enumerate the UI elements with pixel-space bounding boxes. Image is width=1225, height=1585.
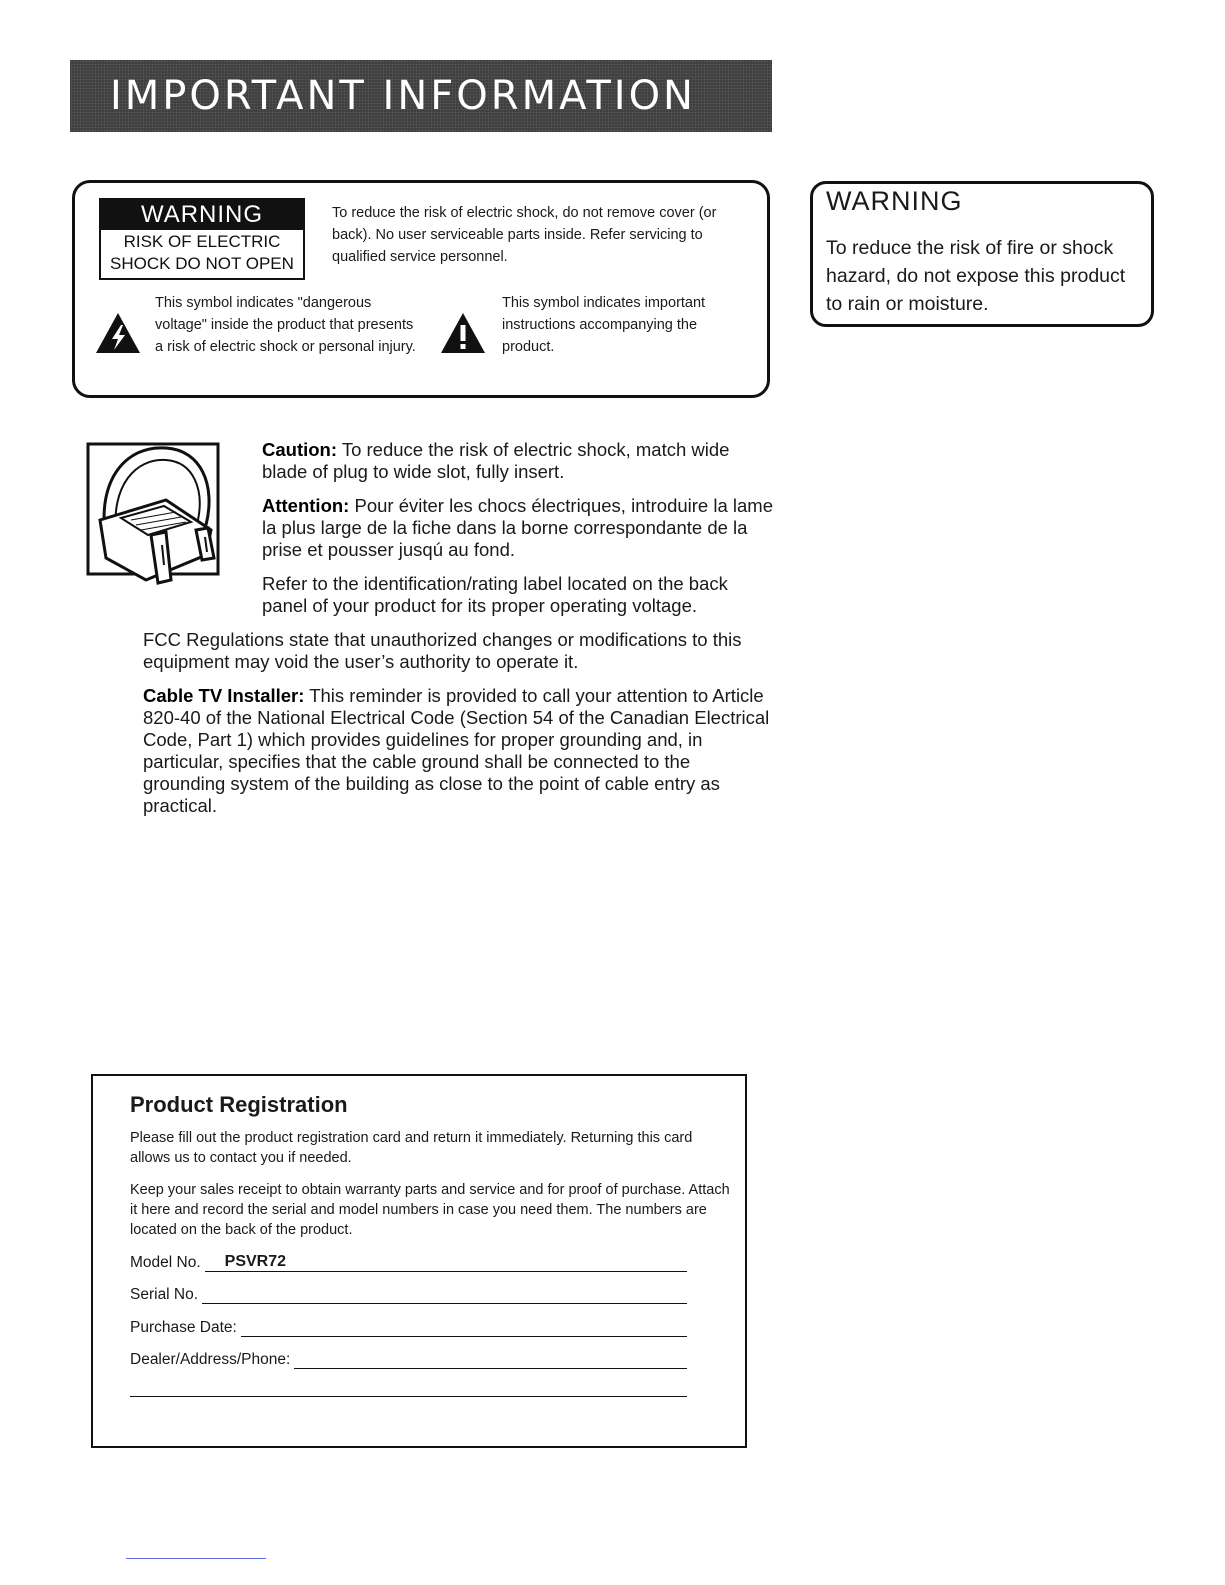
serial-number-label: Serial No. [130, 1286, 199, 1303]
caution-paragraph [262, 439, 777, 483]
exclamation-warning-icon [440, 312, 486, 354]
caution-text: To reduce the risk of electric shock, match wide blade of plug to wide slot, fully insert. [262, 439, 730, 482]
receipt-instructions: Keep your sales receipt to obtain warranty parts and service and for proof of purchase. Attach it here and record the serial and model numbers in case you need them. The numbers are located on the back of the product. [130, 1182, 730, 1238]
purchase-date-label: Purchase Date: [130, 1319, 237, 1336]
moisture-warning-title: WARNING [826, 186, 963, 216]
model-number-field[interactable] [130, 1250, 687, 1272]
caution-label: Caution: [262, 439, 338, 460]
cover-warning-text: To reduce the risk of electric shock, do not remove cover (or back). No user serviceable parts inside. Refer servicing to qualified service personnel. [332, 205, 717, 265]
cable-installer-paragraph [143, 685, 773, 817]
model-number-label: Model No. [130, 1254, 201, 1271]
dealer-line[interactable] [294, 1350, 687, 1369]
warning-label-body [101, 231, 303, 275]
exclamation-symbol-note: This symbol indicates important instructions accompanying the product. [502, 295, 706, 355]
purchase-date-field[interactable] [130, 1315, 687, 1337]
lightning-warning-icon [95, 312, 141, 354]
attention-paragraph [262, 495, 782, 561]
model-number-value[interactable]: PSVR72 [205, 1253, 687, 1272]
footer-rule [126, 1558, 266, 1559]
warning-label-line-2: SHOCK DO NOT OPEN [110, 254, 294, 273]
dealer-field[interactable] [130, 1347, 687, 1369]
registration-instructions: Please fill out the product registration card and return it immediately. Returning this card allows us to contact you if needed. [130, 1130, 693, 1166]
shock-warning-label [99, 198, 305, 280]
dealer-extra-line[interactable] [130, 1396, 687, 1397]
attention-text: Pour éviter les chocs électriques, introduire la lame la plus large de la fiche dans la borne correspondante de la prise et pousser jusqú au fond. [262, 495, 773, 560]
fcc-paragraph: FCC Regulations state that unauthorized changes or modifications to this equipment may void the user’s authority to operate it. [143, 629, 742, 672]
moisture-warning-text: To reduce the risk of fire or shock hazard, do not expose this product to rain or moisture. [826, 237, 1126, 315]
cable-installer-label: Cable TV Installer: [143, 685, 305, 706]
dealer-label: Dealer/Address/Phone: [130, 1351, 291, 1368]
lightning-symbol-note: This symbol indicates "dangerous voltage" inside the product that presents a risk of electric shock or personal injury. [155, 295, 416, 355]
warning-label-title: WARNING [101, 200, 303, 230]
purchase-date-line[interactable] [241, 1318, 687, 1337]
voltage-label-paragraph: Refer to the identification/rating label located on the back panel of your product for its proper operating voltage. [262, 573, 728, 616]
attention-label: Attention: [262, 495, 350, 516]
serial-number-field[interactable] [130, 1282, 687, 1304]
cable-installer-text: This reminder is provided to call your attention to Article 820-40 of the National Electrical Code (Section 54 of the Canadian Electrical Code, Part 1) which provides guidelines for proper grounding and, in particular, specifies that the cable ground shall be connected to the grounding system of the building as close to the point of cable entry as practical. [143, 685, 770, 816]
plug-icon [86, 440, 236, 590]
serial-number-line[interactable] [202, 1285, 687, 1304]
page-title-banner [70, 60, 772, 132]
registration-title: Product Registration [130, 1092, 348, 1117]
page-title: IMPORTANT INFORMATION [110, 73, 696, 119]
warning-label-line-1: RISK OF ELECTRIC [123, 232, 281, 251]
